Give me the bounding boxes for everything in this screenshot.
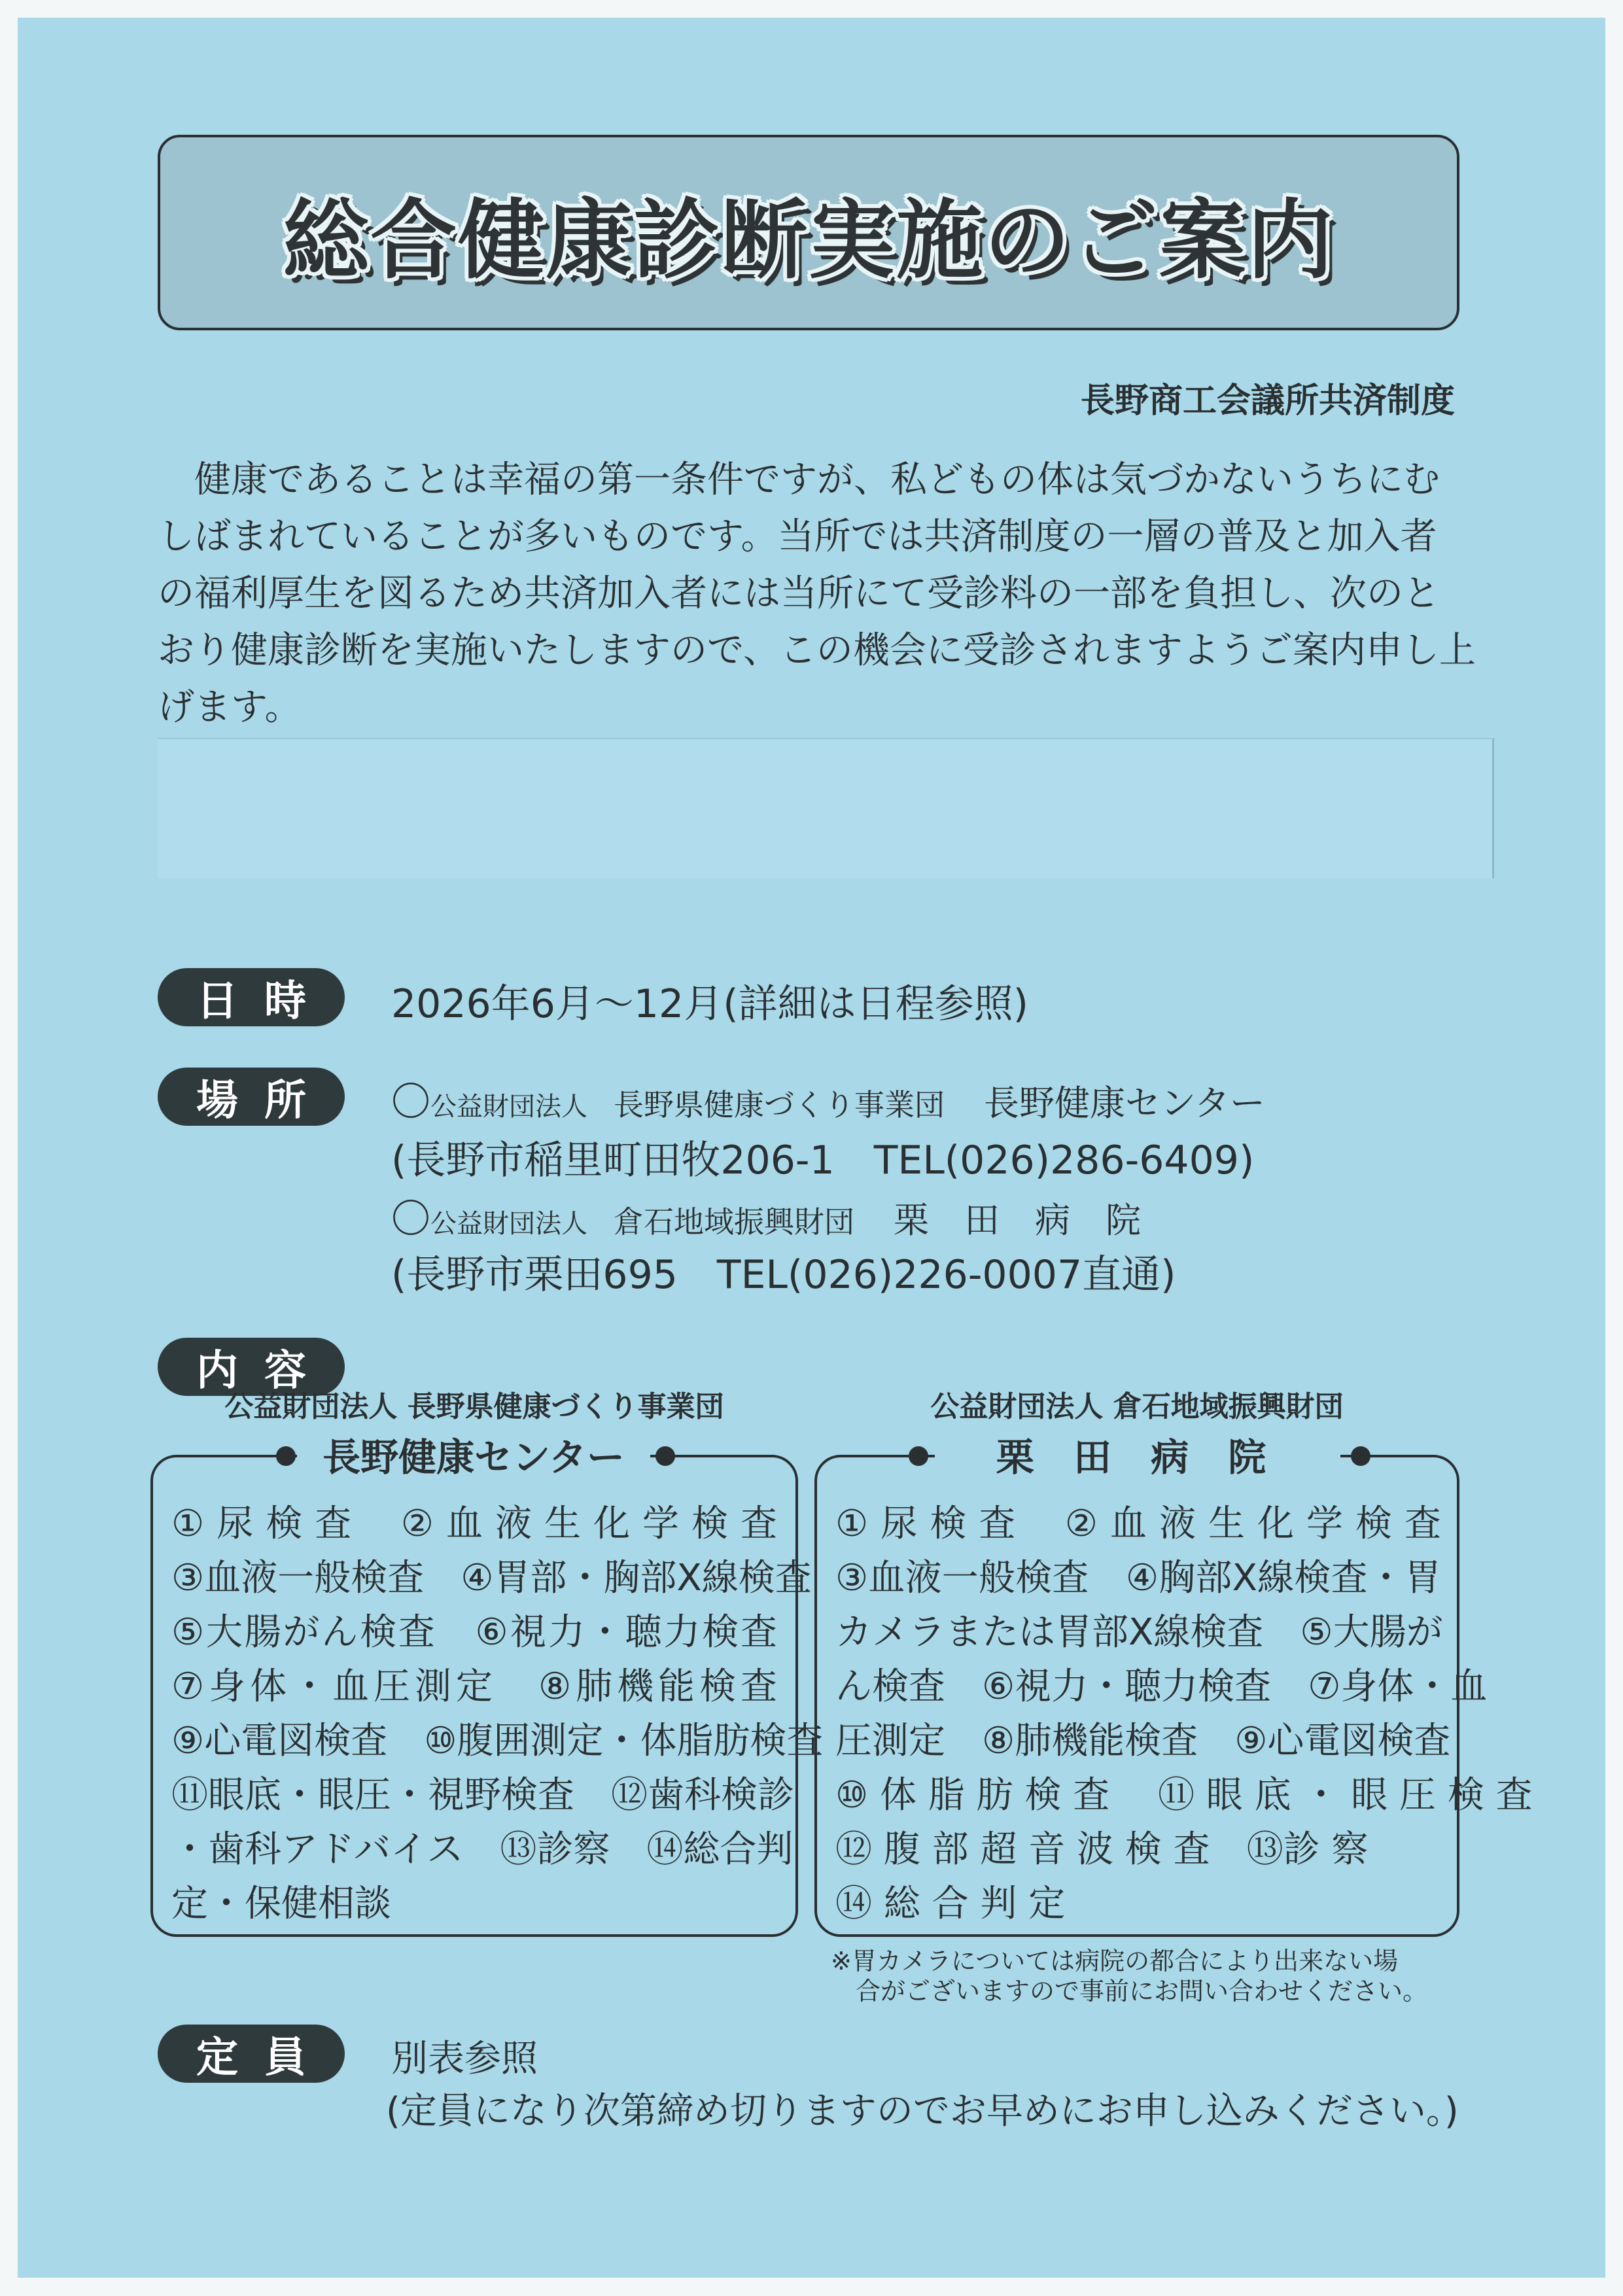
dot-icon <box>1351 1446 1370 1466</box>
left-box-title: 長野健康センター <box>297 1436 650 1478</box>
intro-line: 健康であることは幸福の第一条件ですが、私どもの体は気づかないうちにむ <box>158 459 1440 501</box>
intro-line: の福利厚生を図るため共済加入者には当所にて受診料の一部を負担し、次のと <box>158 572 1440 615</box>
datetime-label: 日時 <box>158 968 345 1026</box>
kurita-hospital-box <box>814 1435 1533 1937</box>
dot-icon <box>276 1446 296 1466</box>
exam-line: ・歯科アドバイス ⑬診察 ⑭総合判 <box>171 1828 794 1871</box>
venue-name: 栗 田 病 院 <box>894 1200 1141 1241</box>
capacity-label: 定員 <box>158 2025 345 2083</box>
place-label: 場所 <box>158 1068 345 1126</box>
dot-icon <box>655 1446 675 1466</box>
exam-line: ③血液一般検査 ④胸部X線検査・胃 <box>835 1557 1441 1599</box>
intro-line: げます。 <box>158 686 302 729</box>
venue-group: 長野県健康づくり事業団 <box>614 1087 945 1122</box>
exam-line: ③血液一般検査 ④胃部・胸部X線検査 <box>171 1557 812 1599</box>
venue-2-address: (長野市栗田695 TEL(026)226-0007直通) <box>391 1252 1176 1298</box>
venue-1: 〇公益財団法人 長野県健康づくり事業団 長野健康センター <box>391 1079 1265 1125</box>
exam-line: ① 尿 検 査 ② 血 液 生 化 学 検 査 <box>171 1503 777 1545</box>
left-items <box>171 1497 824 1931</box>
right-items <box>835 1497 1533 1931</box>
exam-line: ⑦身体・血圧測定 ⑧肺機能検査 <box>171 1665 777 1708</box>
nagano-center-box <box>150 1435 824 1937</box>
intro-line: しばまれていることが多いものです。当所では共済制度の一層の普及と加入者 <box>158 515 1437 558</box>
content-label: 内容 <box>158 1338 345 1396</box>
exam-line: 定・保健相談 <box>171 1883 391 1925</box>
exam-line: ① 尿 検 査 ② 血 液 生 化 学 検 査 <box>835 1503 1441 1545</box>
right-box-org: 公益財団法人 倉石地域振興財団 <box>930 1390 1344 1423</box>
exam-line: 圧測定 ⑧肺機能検査 ⑨心電図検査 <box>835 1720 1451 1762</box>
page-title: 総合健康診断実施のご案内 <box>283 190 1335 291</box>
exam-line: ⑩ 体 脂 肪 検 査 ⑪ 眼 底 ・ 眼 圧 検 査 <box>835 1774 1533 1817</box>
venue-corp: 公益財団法人 <box>430 1092 587 1122</box>
title-banner <box>158 135 1459 330</box>
venue-corp: 公益財団法人 <box>430 1209 587 1239</box>
venue-group: 倉石地域振興財団 <box>614 1204 854 1240</box>
exam-line: ⑤大腸がん検査 ⑥視力・聴力検査 <box>171 1611 777 1654</box>
dot-icon <box>909 1446 928 1466</box>
exam-line: ん検査 ⑥視力・聴力検査 ⑦身体・血 <box>835 1665 1488 1708</box>
exam-line: ⑭ 総 合 判 定 <box>835 1883 1066 1925</box>
exam-line: ⑫ 腹 部 超 音 波 検 査 ⑬診 察 <box>835 1828 1369 1871</box>
venue-name: 長野健康センター <box>984 1083 1265 1124</box>
exam-line: ⑪眼底・眼圧・視野検査 ⑫歯科検診 <box>171 1774 794 1817</box>
capacity-value: 別表参照 <box>391 2038 538 2080</box>
exam-line: カメラまたは胃部X線検査 ⑤大腸が <box>835 1611 1443 1654</box>
right-box-title: 栗 田 病 院 <box>935 1436 1340 1478</box>
datetime-value: 2026年6月～12月(詳細は日程参照) <box>391 981 1029 1027</box>
note-line: ※胃カメラについては病院の都合により出来ない場 <box>831 1947 1399 1975</box>
intro-paragraph <box>158 451 1476 736</box>
venue-2: 〇公益財団法人 倉石地域振興財団 栗 田 病 院 <box>391 1196 1141 1242</box>
left-box-org: 公益財団法人 長野県健康づくり事業団 <box>224 1390 724 1423</box>
capacity-note: (定員になり次第締め切りますのでお早めにお申し込みください。) <box>386 2090 1459 2132</box>
note-line: 合がございますので事前にお問い合わせください。 <box>831 1977 1428 2006</box>
organization: 長野商工会議所共済制度 <box>1080 381 1455 421</box>
intro-line: おり健康診断を実施いたしますので、この機会に受診されますようご案内申し上 <box>158 629 1476 672</box>
exam-line: ⑨心電図検査 ⑩腹囲測定・体脂肪検査 <box>171 1720 824 1762</box>
venue-1-address: (長野市稲里町田牧206-1 TEL(026)286-6409) <box>391 1138 1255 1183</box>
blank-slip <box>158 738 1494 878</box>
gastro-camera-note <box>831 1946 1427 2006</box>
